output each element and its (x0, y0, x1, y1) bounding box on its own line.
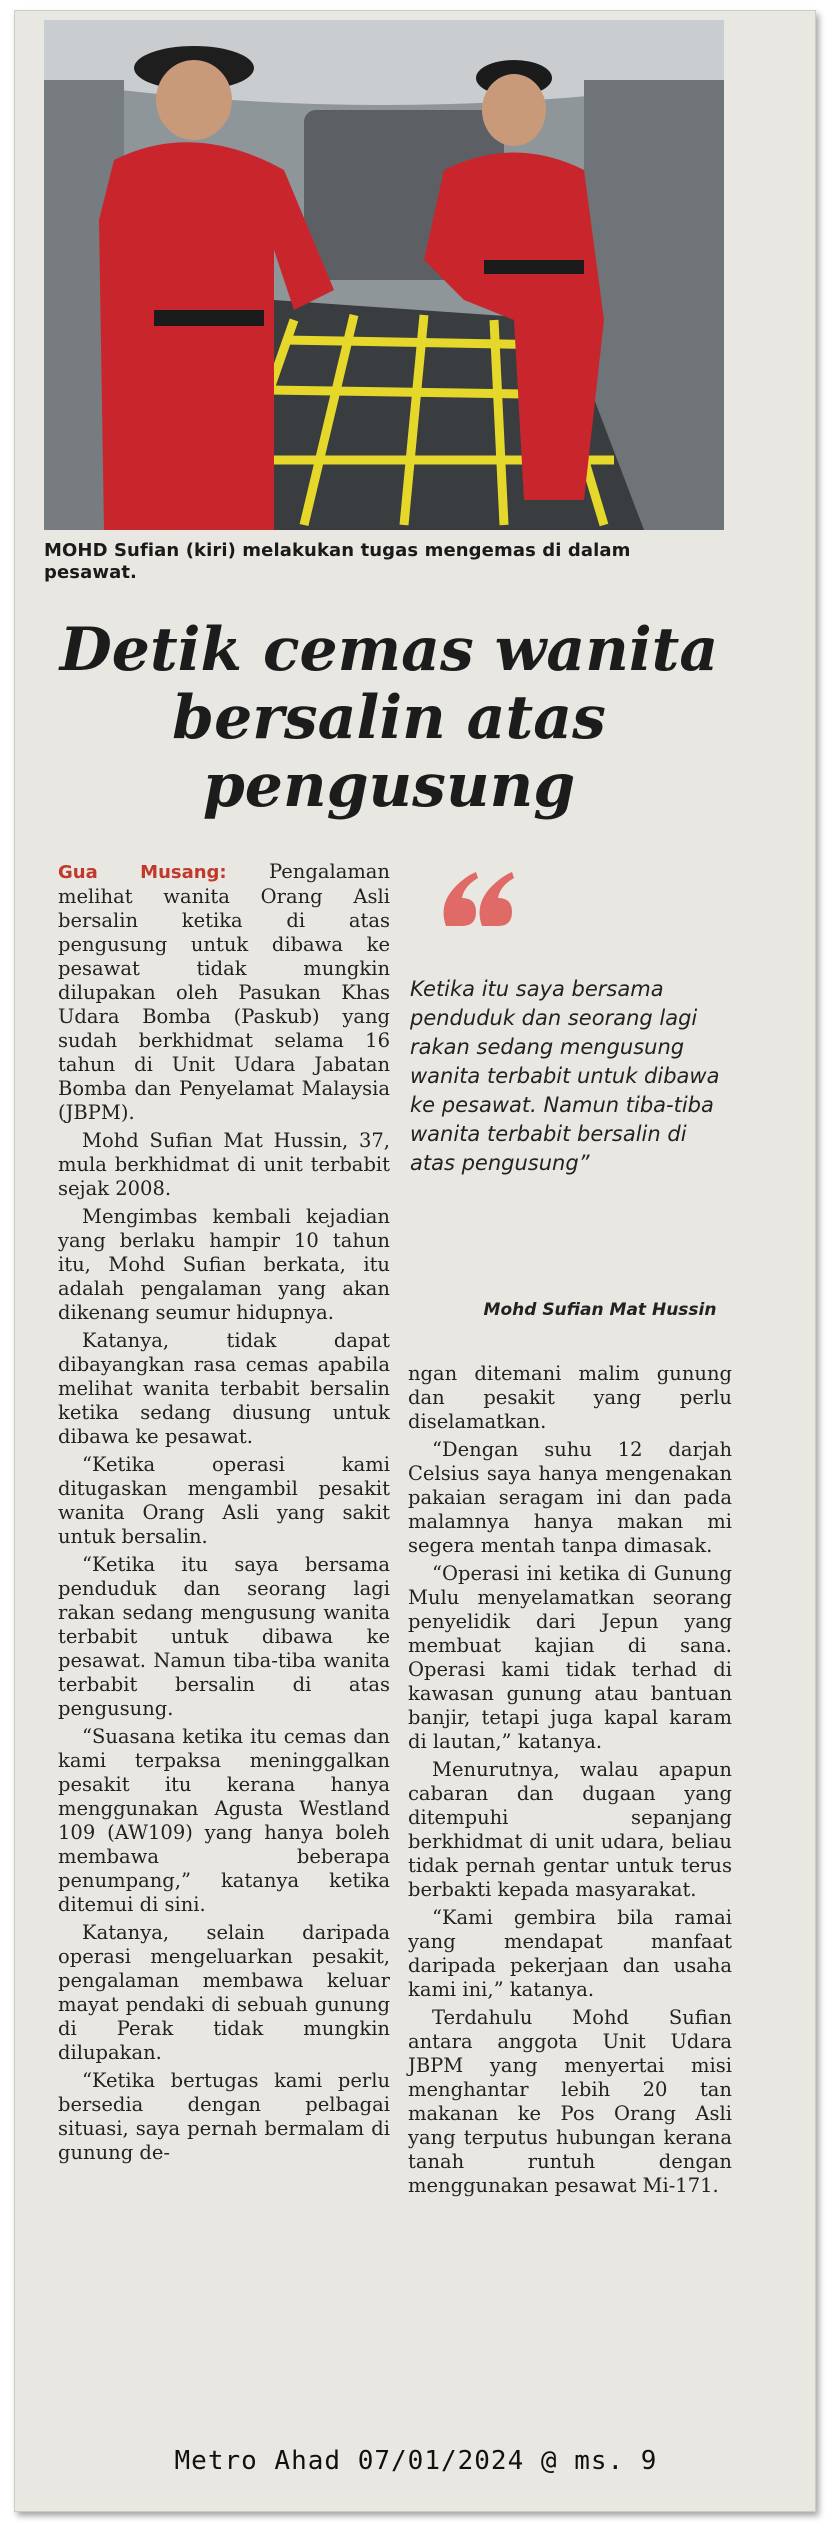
pull-quote: Ketika itu saya bersama penduduk dan seorang lagi rakan sedang mengusung wanita terbabit untuk dibawa ke pesawat. Namun tiba-tiba wanita terbabit bersalin di atas pengusung” (410, 977, 720, 1175)
paragraph: “Operasi ini ketika di Gunung Mulu menyelamatkan seorang penyelidik dari Jepun yang membuat kajian di sana. Operasi kami tidak terhad di kawasan gunung atau bantuan banjir, tetapi juga kapal karam di lautan,” katanya. (408, 1562, 732, 1753)
paragraph: “Ketika operasi kami ditugaskan mengambil pesakit wanita Orang Asli yang sakit untuk bersalin. (58, 1453, 390, 1548)
paragraph: Menurutnya, walau apapun cabaran dan dugaan yang ditempuhi sepanjang berkhidmat di unit udara, beliau tidak pernah gentar untuk terus berbakti kepada masyarakat. (408, 1758, 732, 1901)
article-column-2 (408, 1362, 732, 2202)
paragraph: Mohd Sufian Mat Hussin, 37, mula berkhidmat di unit terbabit sejak 2008. (58, 1129, 390, 1200)
paragraph: “Ketika bertugas kami perlu bersedia dengan pelbagai situasi, saya pernah bermalam di gunung de- (58, 2069, 390, 2164)
paragraph: Katanya, selain daripada operasi mengeluarkan pesakit, pengalaman membawa keluar mayat pendaki di sebuah gunung di Perak tidak mungkin dilupakan. (58, 1921, 390, 2064)
dateline: Gua Musang: (58, 862, 227, 883)
photo-illustration (44, 20, 724, 530)
source-footer: Metro Ahad 07/01/2024 @ ms. 9 (174, 2446, 658, 2476)
paragraph: Mengimbas kembali kejadian yang berlaku hampir 10 tahun itu, Mohd Sufian berkata, itu adalah pengalaman yang akan dikenang seumur hidupnya. (58, 1205, 390, 1324)
headline: Detik cemas wanita bersalin atas pengusung (59, 615, 719, 821)
article-photo (44, 20, 724, 530)
paragraph: ngan ditemani malim gunung dan pesakit yang perlu diselamatkan. (408, 1362, 732, 1433)
paragraph: “Suasana ketika itu cemas dan kami terpaksa meninggalkan pesakit itu kerana hanya menggunakan Agusta Westland 109 (AW109) yang hanya boleh membawa beberapa penumpang,” katanya ketika ditemui di sini. (58, 1725, 390, 1916)
pull-quote-attribution: Mohd Sufian Mat Hussin (483, 1300, 717, 1320)
paragraph: “Kami gembira bila ramai yang mendapat manfaat daripada pekerjaan dan usaha kami ini,” katanya. (408, 1906, 732, 2001)
paragraph: Gua Musang: Pengalaman melihat wanita Orang Asli bersalin ketika di atas pengusung untuk dibawa ke pesawat tidak mungkin dilupakan oleh Pasukan Khas Udara Bomba (Paskub) yang sudah berkhidmat selama 16 tahun di Unit Udara Jabatan Bomba dan Penyelamat Malaysia (JBPM). (58, 860, 390, 1124)
paragraph: Katanya, tidak dapat dibayangkan rasa cemas apabila melihat wanita terbabit bersalin ketika sedang diusung untuk dibawa ke pesawat. (58, 1329, 390, 1448)
paragraph: “Ketika itu saya bersama penduduk dan seorang lagi rakan sedang mengusung wanita terbabit untuk dibawa ke pesawat. Namun tiba-tiba wanita terbabit bersalin di atas pengusung. (58, 1553, 390, 1720)
paragraph: Terdahulu Mohd Sufian antara anggota Unit Udara JBPM yang menyertai misi menghantar lebih 20 tan makanan ke Pos Orang Asli yang terputus hubungan kerana tanah runtuh dengan menggunakan pesawat Mi-171. (408, 2006, 732, 2197)
quote-mark-icon (438, 864, 518, 934)
paragraph: “Dengan suhu 12 darjah Celsius saya hanya mengenakan pakaian seragam ini dan pada malamnya hanya makan mi segera mentah tanpa dimasak. (408, 1438, 732, 1557)
photo-caption: MOHD Sufian (kiri) melakukan tugas mengemas di dalam pesawat. (44, 540, 631, 583)
article-column-1 (58, 860, 390, 2169)
